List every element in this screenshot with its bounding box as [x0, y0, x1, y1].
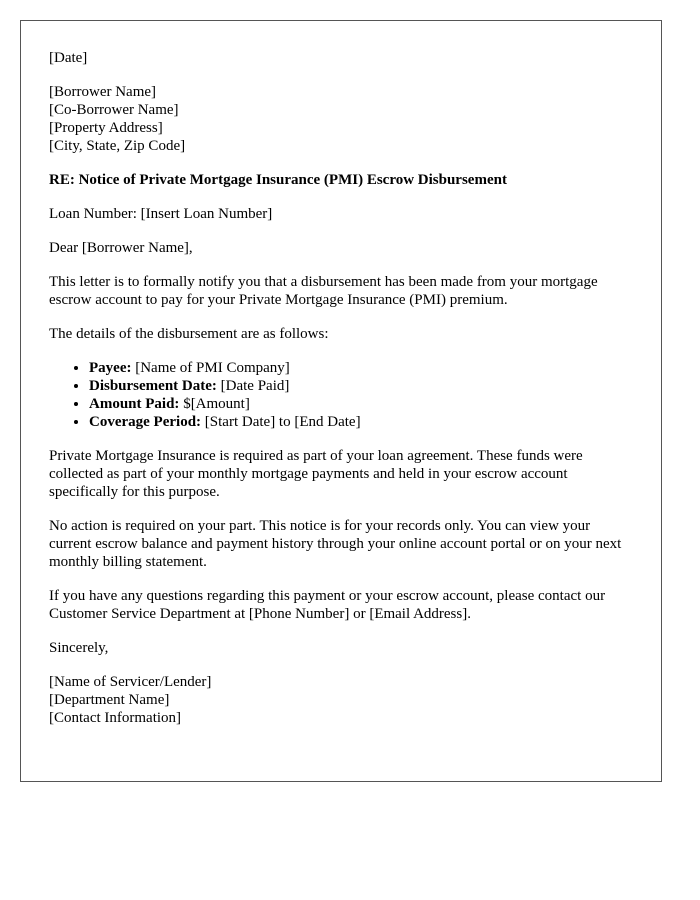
list-item-payee	[89, 359, 633, 377]
detail-value: $[Amount]	[183, 396, 250, 412]
detail-value: [Name of PMI Company]	[135, 360, 290, 376]
recipient-address-block	[49, 83, 633, 155]
list-item-amount-paid	[89, 395, 633, 413]
salutation: Dear [Borrower Name],	[49, 240, 193, 256]
detail-label: Payee:	[89, 360, 132, 376]
disbursement-details-list	[49, 359, 633, 431]
detail-label: Amount Paid:	[89, 396, 180, 412]
date-text: [Date]	[49, 50, 88, 66]
city-state-zip: [City, State, Zip Code]	[49, 138, 186, 154]
subject-line: RE: Notice of Private Mortgage Insurance (PMI) Escrow Disbursement	[49, 172, 507, 188]
detail-label: Disbursement Date:	[89, 378, 217, 394]
details-intro: The details of the disbursement are as follows:	[49, 326, 329, 342]
loan-number: Loan Number: [Insert Loan Number]	[49, 206, 273, 222]
detail-value: [Start Date] to [End Date]	[204, 414, 361, 430]
requirement-paragraph: Private Mortgage Insurance is required as part of your loan agreement. These funds were collected as part of your monthly mortgage payments and held in your escrow account specifically for this purpose.	[49, 448, 583, 500]
contact-paragraph: If you have any questions regarding this payment or your escrow account, please contact our Customer Service Department at [Phone Number] or [Email Address].	[49, 588, 606, 622]
list-item-disbursement-date	[89, 377, 633, 395]
signature-block	[49, 673, 633, 727]
detail-label: Coverage Period:	[89, 414, 202, 430]
action-paragraph: No action is required on your part. This notice is for your records only. You can view your current escrow balance and payment history through your online account portal or on your next monthly billing statement.	[49, 518, 622, 570]
closing: Sincerely,	[49, 640, 109, 656]
letter-document	[20, 20, 662, 782]
department-name: [Department Name]	[49, 692, 170, 708]
property-address: [Property Address]	[49, 120, 163, 136]
borrower-name: [Borrower Name]	[49, 84, 157, 100]
co-borrower-name: [Co-Borrower Name]	[49, 102, 179, 118]
list-item-coverage-period	[89, 413, 633, 431]
detail-value: [Date Paid]	[220, 378, 290, 394]
contact-information: [Contact Information]	[49, 710, 182, 726]
letter-date	[49, 49, 633, 67]
intro-paragraph: This letter is to formally notify you that a disbursement has been made from your mortgage escrow account to pay for your Private Mortgage Insurance (PMI) premium.	[49, 274, 598, 308]
servicer-name: [Name of Servicer/Lender]	[49, 674, 212, 690]
